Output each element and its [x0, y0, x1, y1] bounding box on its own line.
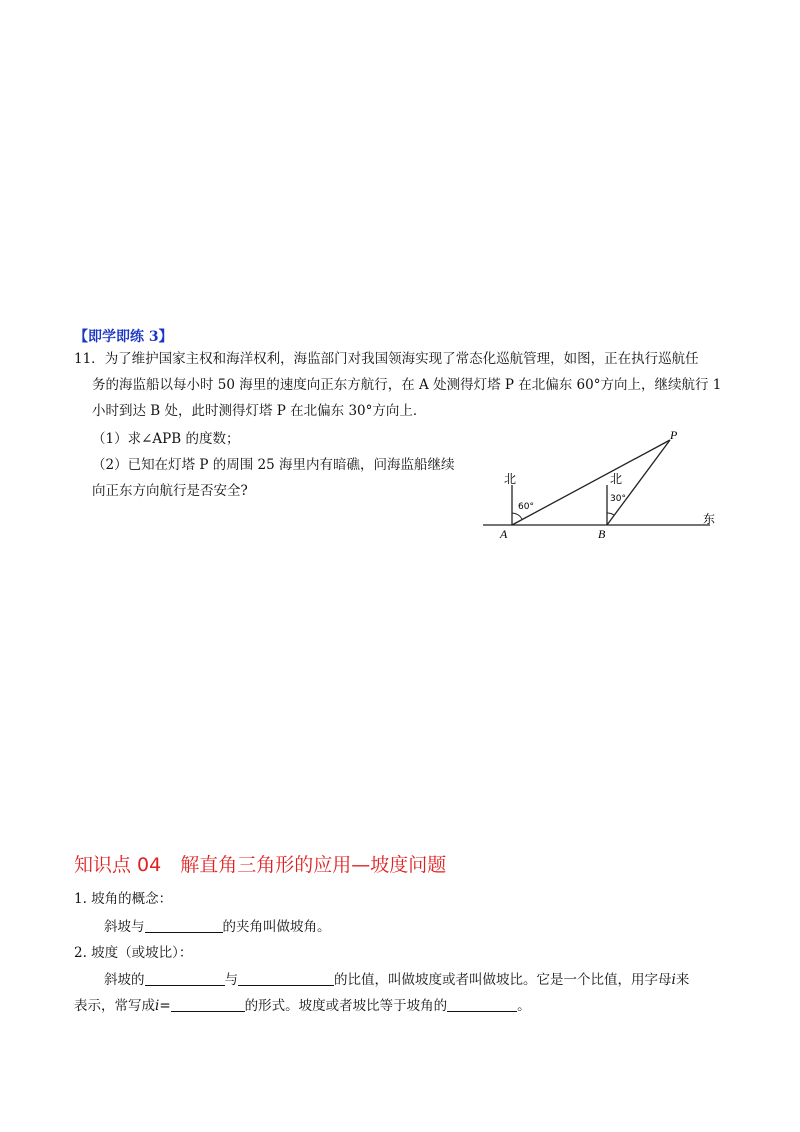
- letter-i-2: i: [155, 998, 160, 1014]
- equals-sign: =: [159, 998, 171, 1014]
- letter-i: i: [671, 972, 676, 988]
- item-1-text: [104, 915, 331, 935]
- question-2b: 向正东方向航行是否安全?: [92, 483, 248, 499]
- problem-line-3: 小时到达 B 处，此时测得灯塔 P 在北偏东 30°方向上．: [92, 403, 427, 419]
- item-2-line-2: [74, 994, 531, 1014]
- item-2-text-e: 表示，常写成: [74, 998, 155, 1014]
- item-2-text-d: 来: [675, 972, 690, 988]
- label-a: A: [500, 527, 508, 541]
- blank-5[interactable]: [447, 997, 517, 1012]
- item-2-line-1: [104, 968, 689, 988]
- item-2-text-c: 的比值，叫做坡度或者叫做坡比。它是一个比值，用字母: [334, 972, 672, 988]
- problem-line-1: [74, 346, 699, 372]
- item-2-text-g: 。: [517, 998, 531, 1014]
- blank-2[interactable]: [145, 971, 225, 986]
- question-1: （1）求∠APB 的度数；: [92, 431, 240, 447]
- problem-text-1: 为了维护国家主权和海洋权利，海监部门对我国领海实现了常态化巡航管理，如图，正在执行巡航任: [104, 351, 699, 367]
- label-north-a: 北: [504, 472, 517, 486]
- label-b: B: [598, 527, 606, 541]
- blank-1[interactable]: [145, 918, 223, 933]
- knowledge-point-title: 知识点 04 解直角三角形的应用—坡度问题: [74, 854, 447, 876]
- line-ap: [512, 440, 670, 525]
- blank-3[interactable]: [238, 971, 334, 986]
- label-north-b: 北: [610, 472, 623, 486]
- angle-arc-a: [512, 513, 522, 519]
- problem-line-2: 务的海监船以每小时 50 海里的速度向正东方航行，在 A 处测得灯塔 P 在北偏东 60°方向上，继续航行 1: [92, 377, 722, 393]
- label-angle-b: 30°: [610, 494, 626, 504]
- label-p: P: [670, 428, 678, 442]
- item-1-text-b: 的夹角叫做坡角。: [222, 919, 331, 935]
- label-east: 东: [703, 512, 716, 526]
- question-2a: （2）已知在灯塔 P 的周围 25 海里内有暗礁，问海监船继续: [92, 457, 455, 473]
- item-2-text-b: 与: [224, 972, 238, 988]
- problem-number: 11．: [74, 351, 105, 367]
- blank-4[interactable]: [171, 997, 245, 1012]
- item-1-text-a: 斜坡与: [104, 919, 145, 935]
- item-2-text-f: 的形式。坡度或者坡比等于坡角的: [244, 998, 448, 1014]
- label-angle-a: 60°: [518, 502, 534, 512]
- item-1-title: 1. 坡角的概念：: [74, 891, 173, 907]
- navigation-figure: [480, 425, 730, 545]
- practice-heading: 【即学即练 3】: [74, 329, 173, 345]
- item-2-text-a: 斜坡的: [104, 972, 145, 988]
- angle-arc-b: [607, 513, 614, 515]
- item-2-title: 2. 坡度（或坡比）：: [74, 945, 193, 961]
